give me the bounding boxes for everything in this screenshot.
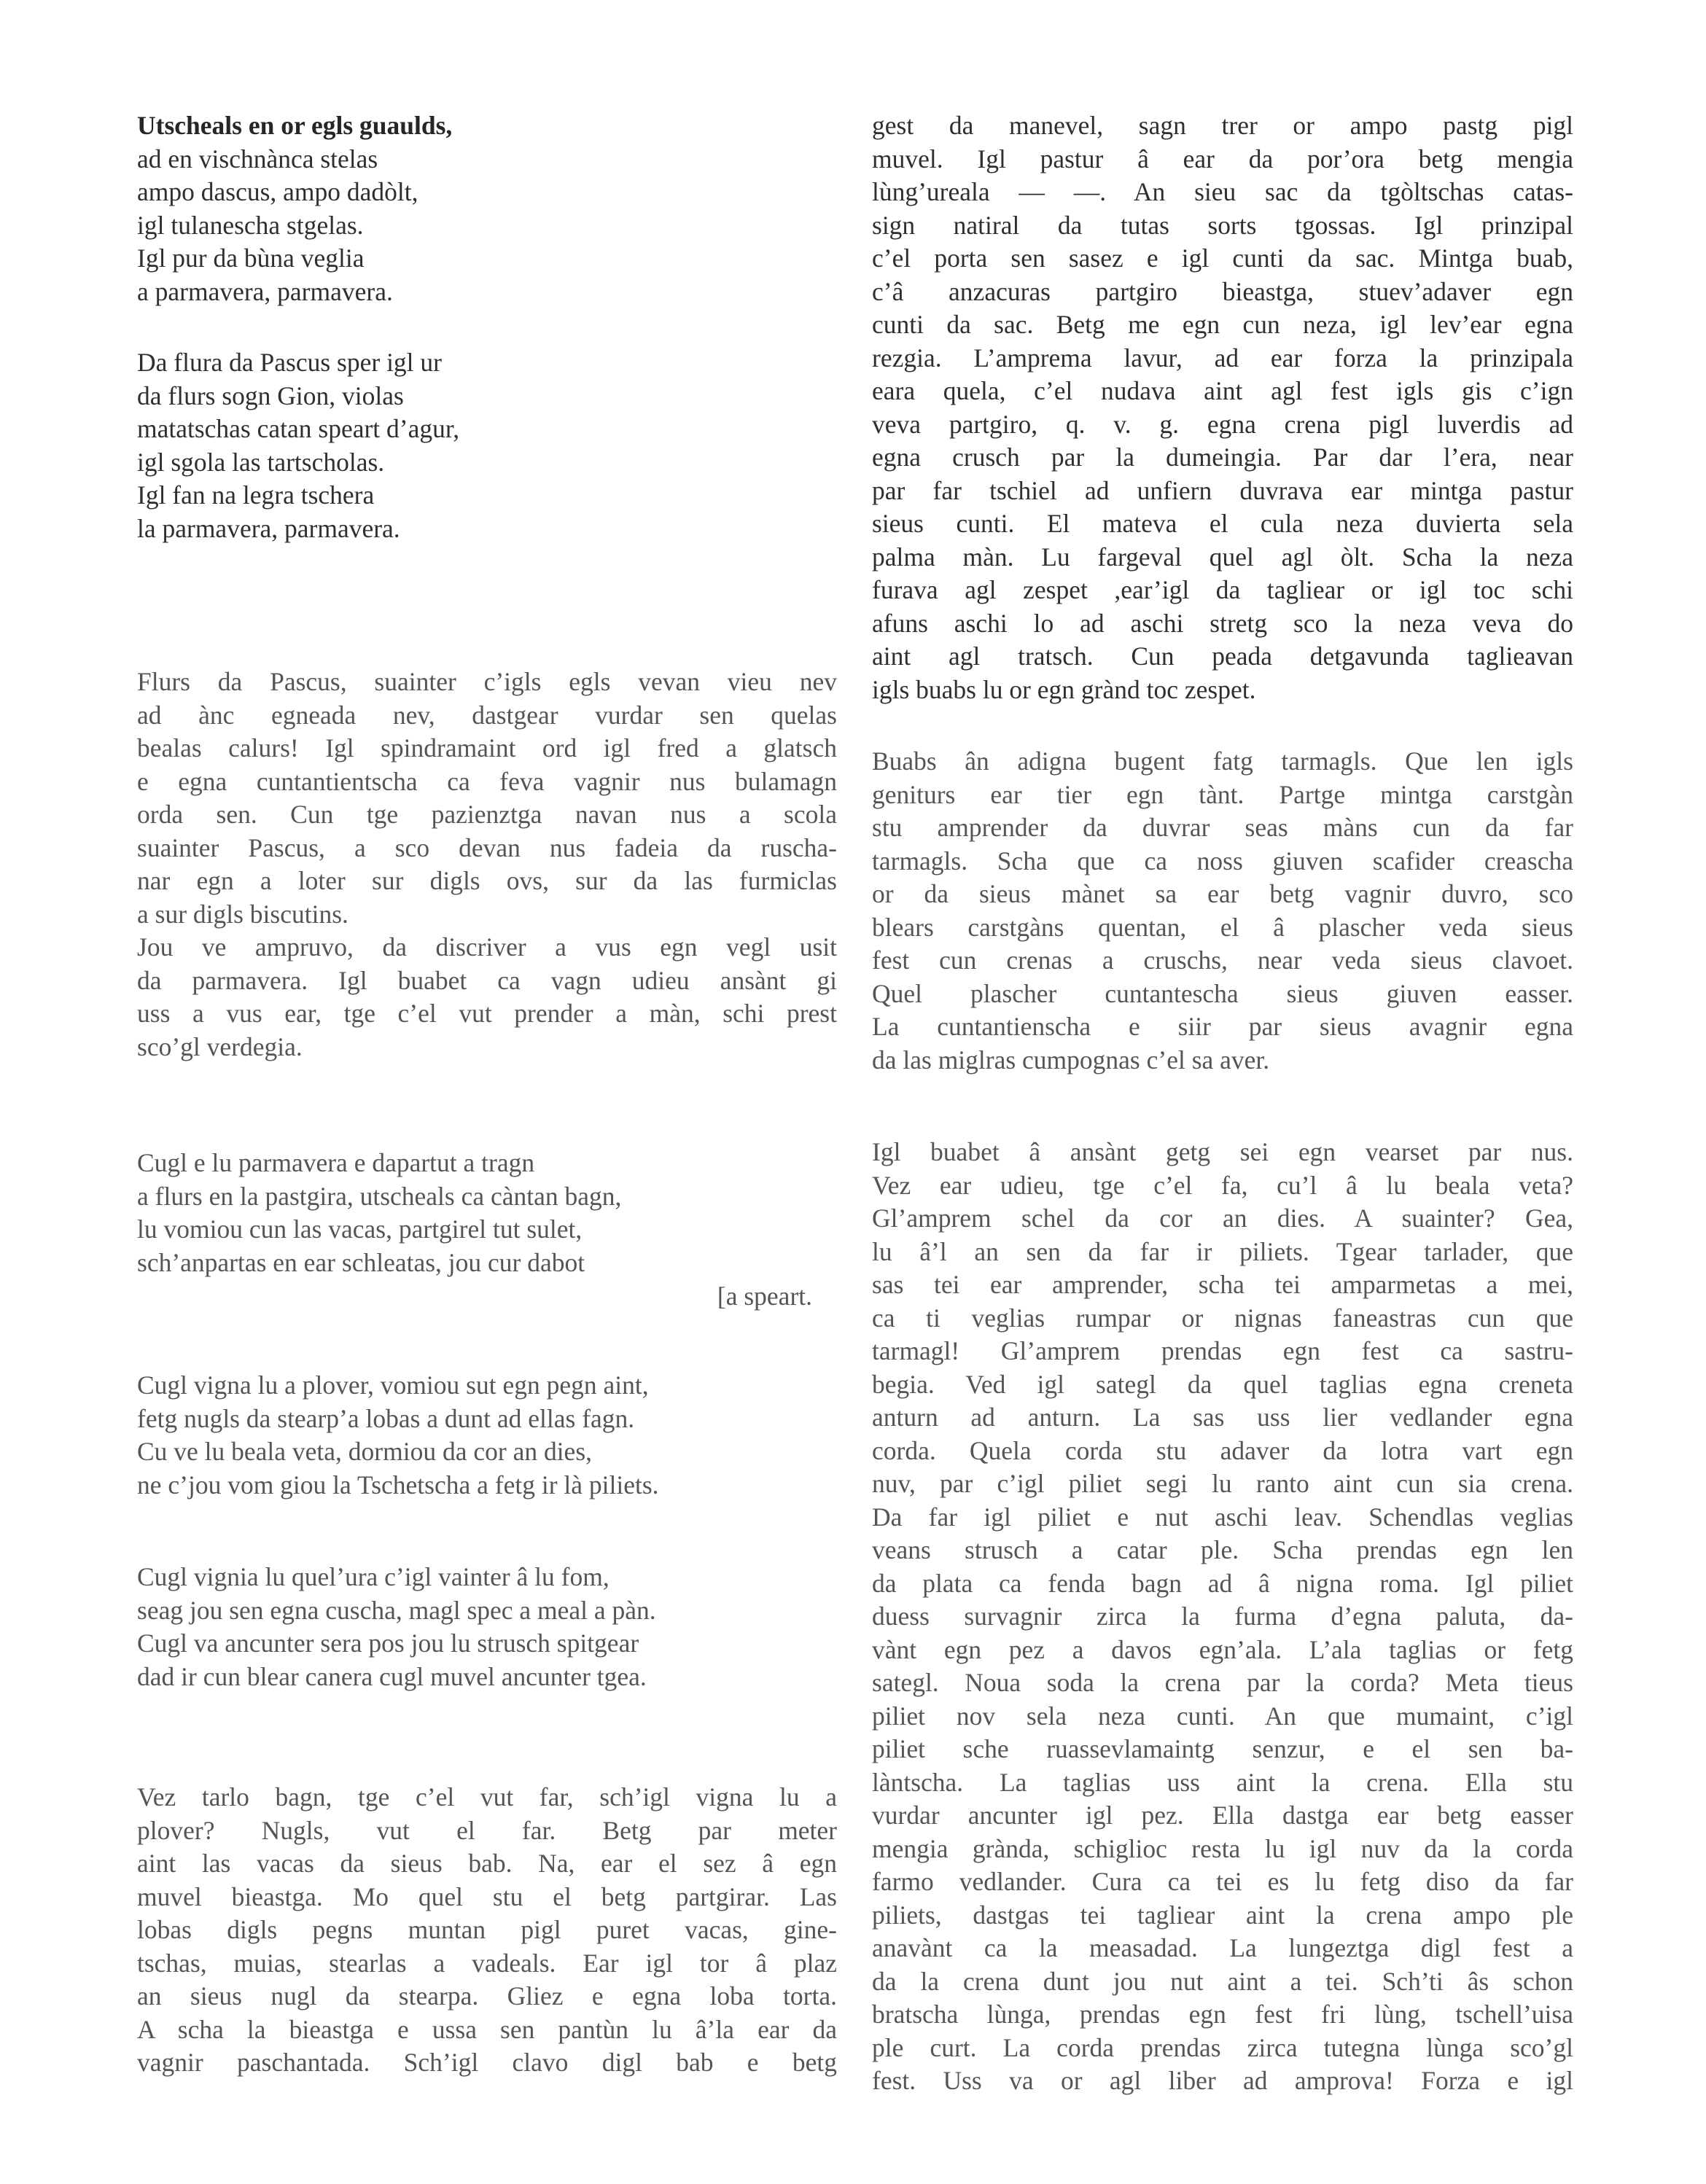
poem-line: Cugl vigna lu a plover, vomiou sut egn pegn aint, <box>137 1370 649 1400</box>
prose-line: gest da manevel, sagn trer or ampo pastg pigl <box>872 111 1573 140</box>
prose-line: anturn ad anturn. La sas uss lier vedlander egna <box>872 1403 1573 1432</box>
poem-line: igl sgola las tartscholas. <box>137 447 385 477</box>
poem-line-continuation <box>137 1280 837 1314</box>
poem-line: matatschas catan speart d’agur, <box>137 414 460 443</box>
prose-line: fest. Uss va or agl liber ad amprova! Forza e igl <box>872 2066 1573 2095</box>
poem-line: Da flura da Pascus sper igl ur <box>137 348 442 377</box>
prose-line: an sieus nugl da stearpa. Gliez e egna loba torta. <box>137 1981 837 2011</box>
prose-line: Igl buabet â ansànt getg sei egn vearset par nus. <box>872 1137 1573 1166</box>
prose-line: c’â anzacuras partgiro bieastga, stuev’adaver egn <box>872 276 1573 306</box>
prose-line: veans strusch a catar ple. Scha prendas egn len <box>872 1535 1573 1564</box>
poem-line: [a speart. <box>717 1282 812 1311</box>
prose-line: Buabs ân adigna bugent fatg tarmagls. Que len igls <box>872 746 1573 776</box>
prose-line: geniturs ear tier egn tànt. Partge mintga carstgàn <box>872 779 1573 809</box>
prose-line: nar egn a loter sur digls ovs, sur da las furmiclas <box>137 866 837 895</box>
poem-cugl-vigna-lu-a-plover <box>137 1369 659 1502</box>
poem-parmavera-stanza-1 <box>137 109 452 308</box>
prose-line: nuv, par c’igl piliet segi lu ranto aint cun sia crena. <box>872 1469 1573 1498</box>
poem-line: a parmavera, parmavera. <box>137 276 393 306</box>
prose-buabet-piliets <box>872 1136 1573 2098</box>
prose-line: ca ti veglias rumpar or nignas faneastras cun que <box>872 1303 1573 1333</box>
poem-line: ne c’jou vom giou la Tschetscha a fetg ir là piliets. <box>137 1470 659 1499</box>
prose-line: or da sieus mànet sa ear betg vagnir duvro, sco <box>872 879 1573 908</box>
prose-line: vagnir paschantada. Sch’igl clavo digl bab e betg <box>137 2048 837 2077</box>
poem-line: ampo dascus, ampo dadòlt, <box>137 177 418 206</box>
prose-line: corda. Quela corda stu adaver da lotra vart egn <box>872 1435 1573 1465</box>
prose-line: lobas digls pegns muntan pigl puret vacas, gine- <box>137 1915 837 1944</box>
prose-line: uss a vus ear, tge c’el vut prender a màn, schi prest <box>137 999 837 1028</box>
prose-line: palma màn. Lu fargeval quel agl òlt. Scha la neza <box>872 542 1573 572</box>
poem-line: fetg nugls da stearp’a lobas a dunt ad ellas fagn. <box>137 1403 635 1433</box>
prose-line: aint las vacas da sieus bab. Na, ear el sez â egn <box>137 1849 837 1878</box>
prose-line: cunti da sac. Betg me egn cun neza, igl lev’ear egna <box>872 310 1573 339</box>
poem-line: Igl pur da bùna veglia <box>137 243 365 273</box>
prose-line: da la crena dunt jou nut aint a tei. Sch’ti âs schon <box>872 1966 1573 1996</box>
poem-line: sch’anpartas en ear schleatas, jou cur dabot <box>137 1247 585 1277</box>
prose-line: piliet sche ruassevlamaintg senzur, e el sen ba- <box>872 1734 1573 1763</box>
prose-line: tarmagl! Gl’amprem prendas egn fest ca sastru- <box>872 1336 1573 1365</box>
prose-line: ple curt. La corda prendas zirca tutegna lùnga sco’gl <box>872 2032 1573 2062</box>
prose-line: muvel bieastga. Mo quel stu el betg partgirar. Las <box>137 1881 837 1911</box>
prose-line: mengia grànda, schiglioc resta lu igl nuv da la corda <box>872 1833 1573 1863</box>
prose-line: stu amprender da duvrar seas màns cun da far <box>872 813 1573 842</box>
prose-line: sieus cunti. El mateva el cula neza duvierta sela <box>872 509 1573 538</box>
prose-line: rezgia. L’amprema lavur, ad ear forza la prinzipala <box>872 343 1573 373</box>
prose-line: tarmagls. Scha que ca noss giuven scafider creascha <box>872 846 1573 875</box>
prose-line: orda sen. Cun tge pazienztga navan nus a scola <box>137 800 837 829</box>
prose-line: eara quela, c’el nudava aint agl fest igls gis c’ign <box>872 376 1573 405</box>
prose-line: egna crusch par la dumeingia. Par dar l’era, near <box>872 442 1573 472</box>
prose-line: piliets, dastgas tei tagliear aint la crena ampo ple <box>872 1900 1573 1930</box>
poem-cugl-vignia-lu-quel-ura <box>137 1561 656 1693</box>
prose-line: ad ànc egneada nev, dastgear vurdar sen quelas <box>137 700 837 730</box>
poem-line: Cugl vignia lu quel’ura c’igl vainter â lu fom, <box>137 1562 609 1591</box>
prose-vez-tarlo-bagn <box>137 1781 837 2080</box>
poem-line: Cu ve lu beala veta, dormiou da cor an dies, <box>137 1437 593 1466</box>
prose-buabs-tarmagls <box>872 745 1573 1077</box>
prose-line: lu â’l an sen da far ir piliets. Tgear tarlader, que <box>872 1236 1573 1266</box>
prose-line: lùng’ureala — —. An sieu sac da tgòltschas catas- <box>872 177 1573 206</box>
prose-line: Da far igl piliet e nut aschi leav. Schendlas veglias <box>872 1502 1573 1532</box>
poem-line: la parmavera, parmavera. <box>137 513 400 543</box>
prose-line: sategl. Noua soda la crena par la corda? Meta tieus <box>872 1668 1573 1697</box>
prose-line: a sur digls biscutins. <box>137 899 348 929</box>
prose-line: Jou ve ampruvo, da discriver a vus egn vegl usit <box>137 932 837 962</box>
poem-parmavera-stanza-2 <box>137 346 459 545</box>
prose-flurs-da-pascus <box>137 666 837 1064</box>
poem-line: a flurs en la pastgira, utscheals ca càntan bagn, <box>137 1181 622 1211</box>
prose-line: farmo vedlander. Cura ca tei es lu fetg diso da far <box>872 1867 1573 1896</box>
prose-line: muvel. Igl pastur â ear da por’ora betg mengia <box>872 144 1573 173</box>
prose-line: La cuntantienscha e siir par sieus avagnir egna <box>872 1012 1573 1041</box>
prose-line: Flurs da Pascus, suainter c’igls egls vevan vieu nev <box>137 667 837 696</box>
prose-line: veva partgiro, q. v. g. egna crena pigl luverdis ad <box>872 409 1573 439</box>
poem-line: Igl fan na legra tschera <box>137 480 375 510</box>
prose-line: làntscha. La taglias uss aint la crena. Ella stu <box>872 1767 1573 1797</box>
prose-line: suainter Pascus, a sco devan nus fadeia da ruscha- <box>137 832 837 862</box>
prose-line: bratscha lùnga, prendas egn fest fri lùng, tschell’uisa <box>872 2000 1573 2029</box>
prose-line: anavànt ca la measadad. La lungeztga digl fest a <box>872 1933 1573 1962</box>
prose-line: tschas, muias, stearlas a vadeals. Ear igl tor â plaz <box>137 1948 837 1978</box>
prose-line: A scha la bieastga e ussa sen pantùn lu â’la ear da <box>137 2014 837 2044</box>
poem-line: Utscheals en or egls guaulds, <box>137 111 453 140</box>
poem-line: Cugl e lu parmavera e dapartut a tragn <box>137 1148 535 1177</box>
prose-line: duess survagnir zirca la furma d’egna paluta, da- <box>872 1602 1573 1631</box>
prose-line: sco’gl verdegia. <box>137 1031 303 1061</box>
prose-line: Vez ear udieu, tge c’el fa, cu’l â lu beala veta? <box>872 1170 1573 1200</box>
poem-cugl-e-lu-parmavera <box>137 1147 621 1279</box>
poem-line: Cugl va ancunter sera pos jou lu strusch spitgear <box>137 1629 639 1658</box>
prose-line: vànt egn pez a davos egn’ala. L’ala taglias or fetg <box>872 1634 1573 1664</box>
poem-line: da flurs sogn Gion, violas <box>137 381 404 410</box>
prose-line: Quel plascher cuntantescha sieus giuven easser. <box>872 978 1573 1008</box>
prose-line: da parmavera. Igl buabet ca vagn udieu ansànt gi <box>137 965 837 995</box>
prose-line: Vez tarlo bagn, tge c’el vut far, sch’igl vigna lu a <box>137 1782 837 1811</box>
prose-line: Gl’amprem schel da cor an dies. A suainter? Gea, <box>872 1204 1573 1233</box>
prose-line: piliet nov sela neza cunti. An que mumaint, c’igl <box>872 1701 1573 1731</box>
prose-line: begia. Ved igl sategl da quel taglias egna creneta <box>872 1369 1573 1399</box>
prose-line: e egna cuntantientscha ca feva vagnir nus bulamagn <box>137 766 837 796</box>
prose-line: blears carstgàns quentan, el â plascher veda sieus <box>872 912 1573 942</box>
poem-line: igl tulanescha stgelas. <box>137 210 364 240</box>
prose-line: fest cun crenas a cruschs, near veda sieus clavoet. <box>872 945 1573 975</box>
prose-line: furava agl zespet ,ear’igl da tagliear or igl toc schi <box>872 575 1573 604</box>
prose-pastur-cunti <box>872 109 1573 706</box>
prose-line: sign natiral da tutas sorts tgossas. Igl prinzipal <box>872 210 1573 240</box>
prose-line: c’el porta sen sasez e igl cunti da sac. Mintga buab, <box>872 243 1573 273</box>
prose-line: par far tschiel ad unfiern duvrava ear mintga pastur <box>872 475 1573 505</box>
poem-line: seag jou sen egna cuscha, magl spec a meal a pàn. <box>137 1595 656 1625</box>
prose-line: aint agl tratsch. Cun peada detgavunda taglieavan <box>872 641 1573 671</box>
prose-line: da las miglras cumpognas c’el sa aver. <box>872 1045 1270 1075</box>
prose-line: sas tei ear amprender, scha tei amparmetas a mei, <box>872 1270 1573 1299</box>
poem-line: ad en vischnànca stelas <box>137 144 378 173</box>
prose-line: igls buabs lu or egn grànd toc zespet. <box>872 674 1256 704</box>
poem-line: dad ir cun blear canera cugl muvel ancunter tgea. <box>137 1661 647 1691</box>
prose-line: afuns aschi lo ad aschi stretg sco la neza veva do <box>872 608 1573 638</box>
prose-line: plover? Nugls, vut el far. Betg par meter <box>137 1815 837 1845</box>
prose-line: da plata ca fenda bagn ad â nigna roma. Igl piliet <box>872 1568 1573 1598</box>
prose-line: bealas calurs! Igl spindramaint ord igl fred a glatsch <box>137 733 837 763</box>
poem-line: lu vomiou cun las vacas, partgirel tut sulet, <box>137 1214 583 1244</box>
prose-line: vurdar ancunter igl pez. Ella dastga ear betg easser <box>872 1801 1573 1830</box>
